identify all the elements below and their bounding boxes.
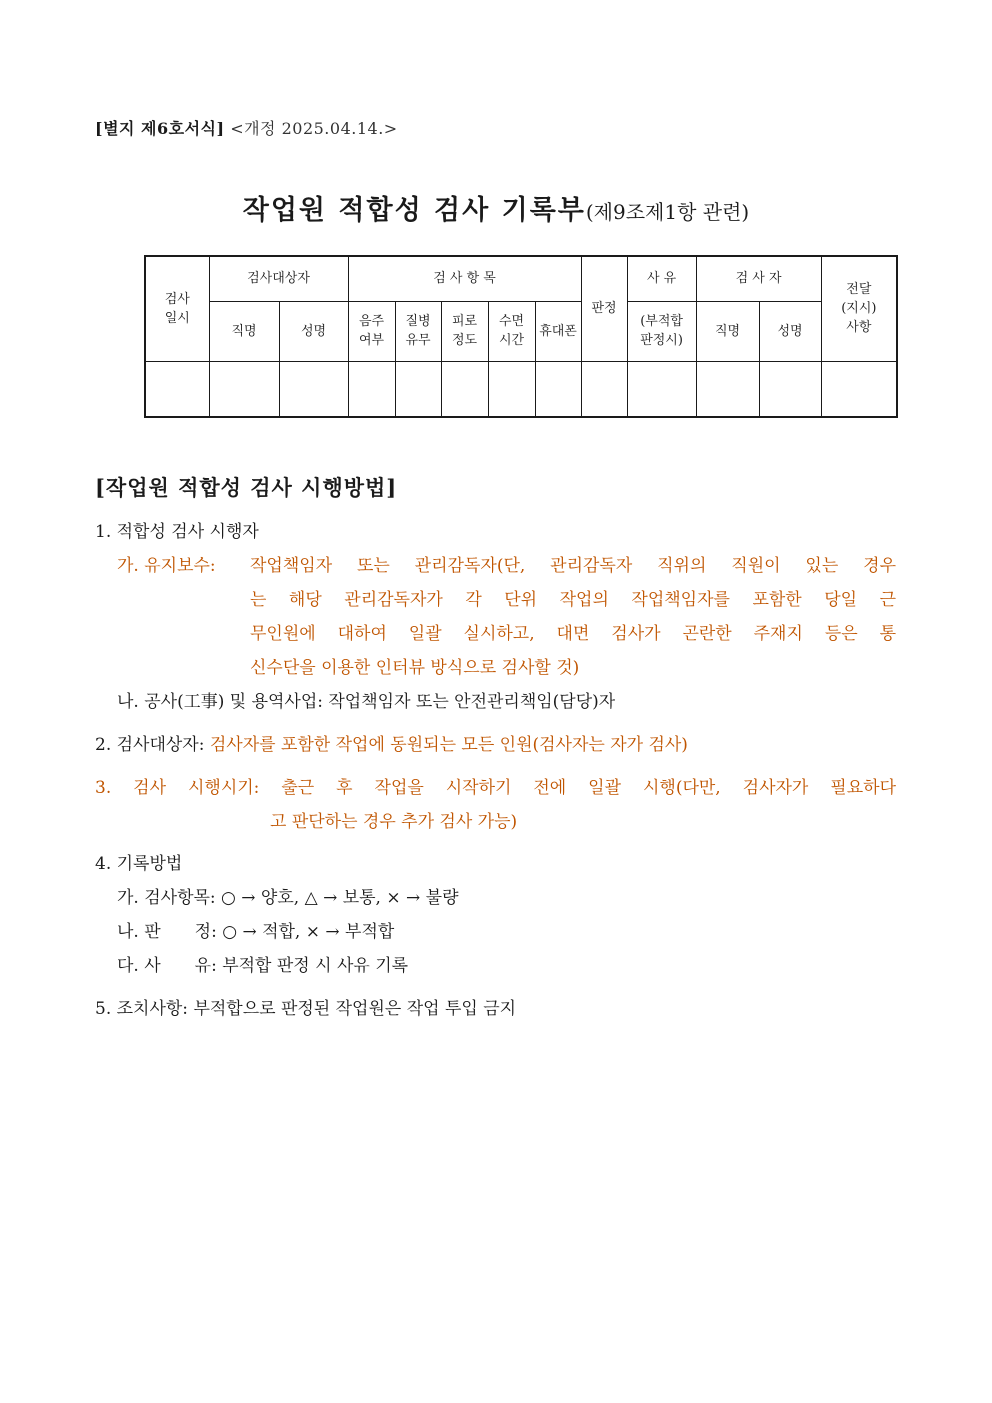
item-1-heading: 1. 적합성 검사 시행자 [95, 522, 259, 542]
item-2-label: 2. 검사대상자: [95, 735, 205, 755]
header-judgement: 판정 [581, 256, 627, 361]
item-4-heading: 4. 기록방법 [95, 854, 183, 874]
cell-sleep[interactable] [488, 361, 535, 417]
header-drinking: 음주 여부 [348, 301, 395, 361]
item-1a-line-4: 신수단을 이용한 인터뷰 방식으로 검사할 것) [250, 658, 580, 678]
title-main: 작업원 적합성 검사 기록부 [242, 195, 586, 226]
table-row [145, 361, 897, 417]
cell-target-title[interactable] [209, 361, 279, 417]
cell-judgement[interactable] [581, 361, 627, 417]
header-target-name: 성명 [279, 301, 348, 361]
cell-inspector-title[interactable] [696, 361, 759, 417]
item-3-line-2: 고 판단하는 경우 추가 검사 가능) [270, 812, 518, 832]
item-1a-line-1: 작업책임자 또는 관리감독자(단, 관리감독자 직위의 직원이 있는 경우 [250, 556, 896, 576]
header-inspection-target: 검사대상자 [209, 256, 348, 301]
form-number-label [95, 116, 398, 139]
cell-datetime[interactable] [145, 361, 209, 417]
item-4c: 다. 사 유: 부적합 판정 시 사유 기록 [117, 956, 409, 976]
cell-fatigue[interactable] [441, 361, 488, 417]
method-section-title: [작업원 적합성 검사 시행방법] [95, 475, 398, 500]
document-title [0, 188, 992, 227]
item-4a: 가. 검사항목: ○ → 양호, △ → 보통, × → 불량 [117, 888, 459, 908]
item-1a-label: 가. 유지보수: [117, 556, 216, 576]
header-instructions: 전달 (지시) 사항 [821, 256, 897, 361]
item-1a-line-3: 무인원에 대하여 일괄 실시하고, 대면 검사가 곤란한 주재지 등은 통 [250, 624, 896, 644]
header-inspector: 검 사 자 [696, 256, 821, 301]
item-1a-line-2: 는 해당 관리감독자가 각 단위 작업의 작업책임자를 포함한 당일 근 [250, 590, 896, 610]
item-1b: 나. 공사(工事) 및 용역사업: 작업책임자 또는 안전관리책임(담당)자 [117, 692, 616, 712]
cell-target-name[interactable] [279, 361, 348, 417]
revision-date: <개정 2025.04.14.> [230, 119, 398, 138]
cell-reason[interactable] [627, 361, 696, 417]
item-3-line-1: 3. 검사 시행시기: 출근 후 작업을 시작하기 전에 일괄 시행(다만, 검사자가 필요하다 [95, 778, 896, 798]
header-inspection-items: 검 사 항 목 [348, 256, 581, 301]
item-2-text: 검사자를 포함한 작업에 동원되는 모든 인원(검사자는 자가 검사) [209, 735, 688, 755]
title-sub: (제9조제1항 관련) [585, 200, 750, 224]
header-inspector-title: 직명 [696, 301, 759, 361]
item-2 [95, 735, 688, 755]
header-reason: 사 유 [627, 256, 696, 301]
header-phone: 휴대폰 [535, 301, 581, 361]
header-fatigue: 피로 정도 [441, 301, 488, 361]
header-reason-sub: (부적합 판정시) [627, 301, 696, 361]
header-inspection-datetime: 검사 일시 [145, 256, 209, 361]
cell-inspector-name[interactable] [759, 361, 821, 417]
header-inspector-name: 성명 [759, 301, 821, 361]
item-5: 5. 조치사항: 부적합으로 판정된 작업원은 작업 투입 금지 [95, 999, 517, 1019]
record-table [144, 255, 898, 418]
item-4b: 나. 판 정: ○ → 적합, × → 부적합 [117, 922, 395, 942]
header-target-title: 직명 [209, 301, 279, 361]
cell-disease[interactable] [395, 361, 441, 417]
header-sleep: 수면 시간 [488, 301, 535, 361]
cell-phone[interactable] [535, 361, 581, 417]
cell-instructions[interactable] [821, 361, 897, 417]
form-number: [별지 제6호서식] [95, 119, 225, 138]
cell-drinking[interactable] [348, 361, 395, 417]
header-disease: 질병 유무 [395, 301, 441, 361]
